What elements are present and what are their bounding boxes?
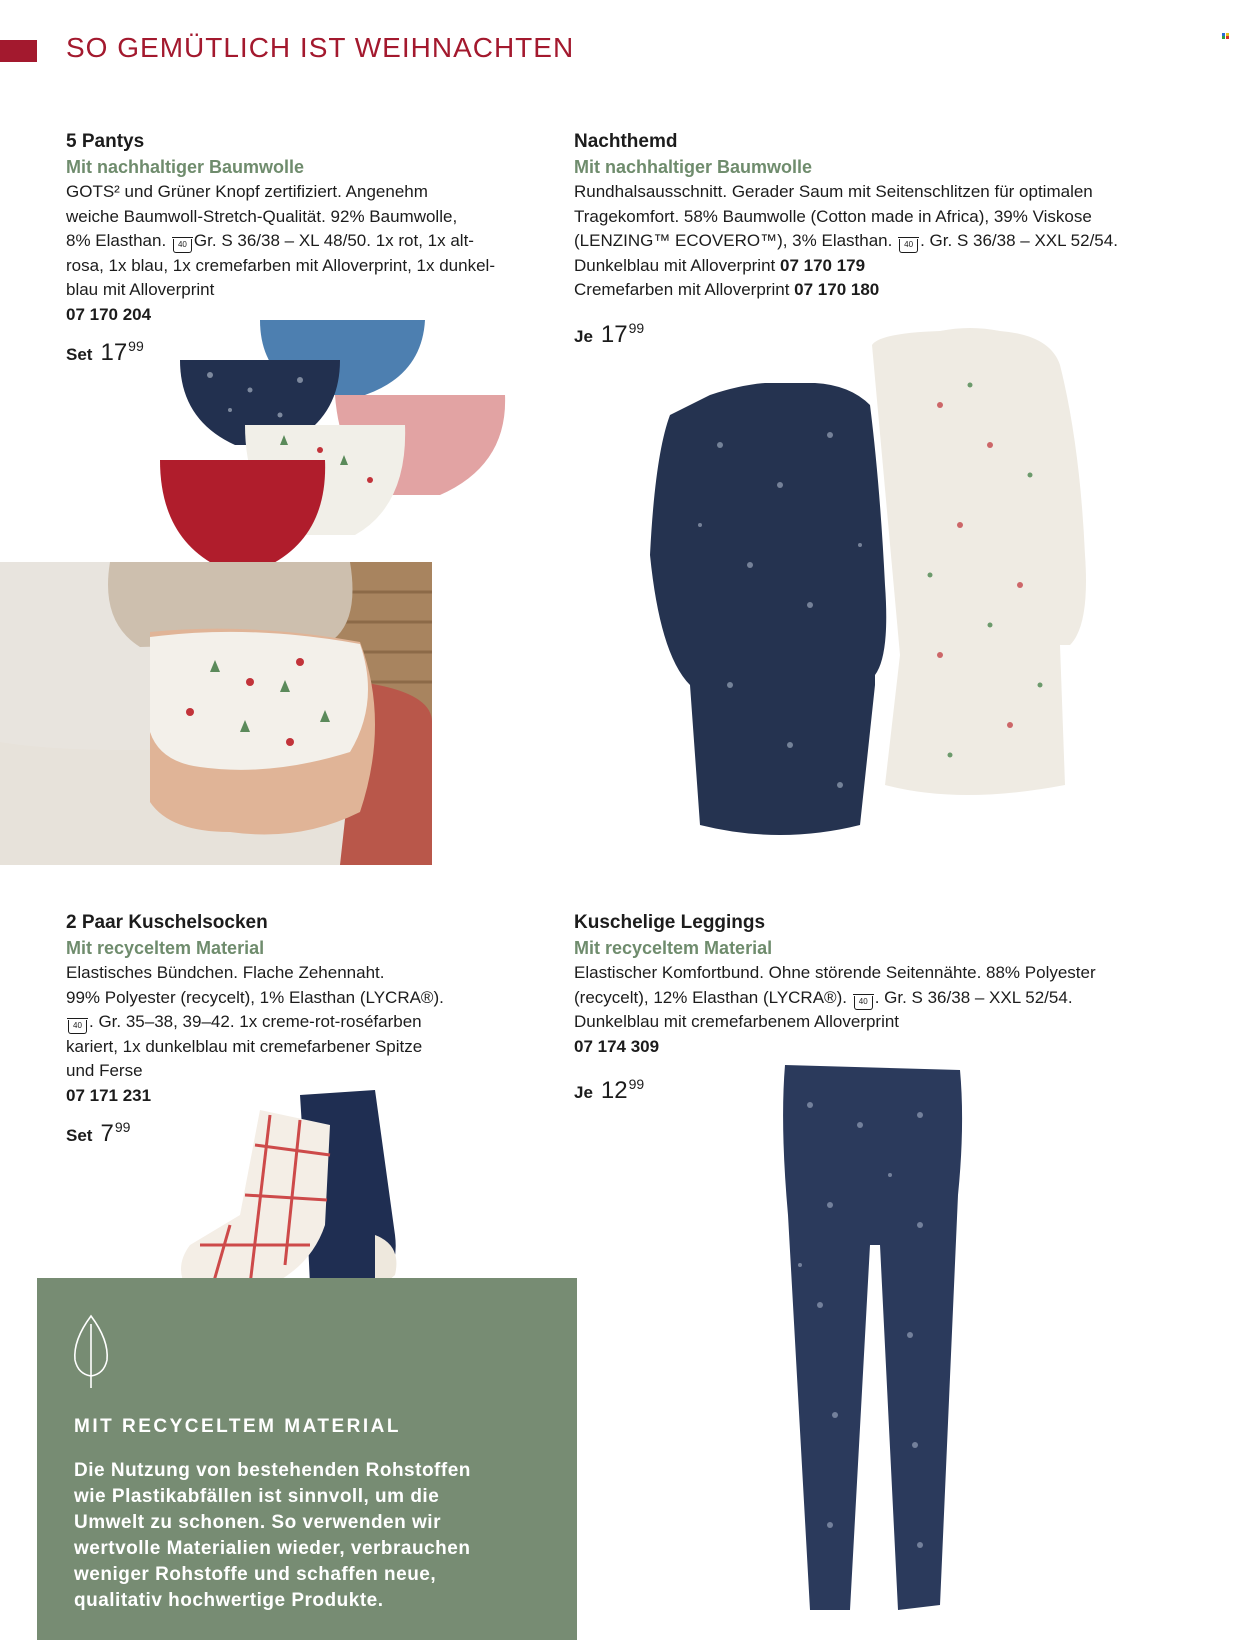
price: Set 1799 <box>66 338 144 366</box>
product-title: Kuschelige Leggings <box>574 912 766 933</box>
product-subtitle: Mit recyceltem Material <box>574 938 773 958</box>
product-title: 2 Paar Kuschelsocken <box>66 912 268 933</box>
article-number: 07 174 309 <box>574 1036 660 1056</box>
header-accent-bar <box>0 40 37 62</box>
leaf-icon <box>71 1314 111 1390</box>
leggings-photo <box>770 1065 970 1625</box>
page-title: SO GEMÜTLICH IST WEIHNACHTEN <box>66 32 575 63</box>
eco-heading: MIT RECYCELTEM MATERIAL <box>74 1416 401 1437</box>
pantys-stack-photo <box>160 315 520 575</box>
socken-photo <box>170 1085 420 1310</box>
corner-color-mark <box>1222 33 1230 39</box>
product-description: Rundhalsausschnitt. Gerader Saum mit Seitenschlitzen für optimalen Tragekomfort. 58% Baumwolle (Cotton made in Africa), 39% Viskose (LENZING™ ECOVERO™), 3% Elasthan. 40 . Gr. S 36/38 – XXL 52/54. Dunkelblau mit Alloverprint 07 170 179 Cremefarben mit Alloverprint 07 170 180 <box>574 182 1118 299</box>
washing-40-icon: 40 <box>173 239 192 253</box>
article-number: 07 170 204 <box>66 304 152 324</box>
price: Je 1799 <box>574 319 645 348</box>
nachthemd-photo <box>640 325 1110 855</box>
product-description: GOTS² und Grüner Knopf zertifiziert. Angenehm weiche Baumwoll-Stretch-Qualität. 92% Baumwolle, 8% Elasthan. 40 Gr. S 36/38 – XL 48/50. 1x rot, 1x alt- rosa, 1x blau, 1x cremefarben mit Alloverprint, 1x dunkel- blau mit Alloverprint <box>66 182 495 299</box>
eco-info-box <box>37 1278 577 1640</box>
washing-40-icon: 40 <box>899 239 918 253</box>
price: Set 799 <box>66 1119 131 1147</box>
washing-40-icon: 40 <box>854 996 873 1010</box>
product-nachthemd <box>574 129 1194 355</box>
product-title: Nachthemd <box>574 131 678 152</box>
product-title: 5 Pantys <box>66 131 145 152</box>
model-photo <box>0 562 432 865</box>
washing-40-icon: 40 <box>68 1020 87 1034</box>
price: Je 1299 <box>574 1076 645 1104</box>
product-description: Elastisches Bündchen. Flache Zehennaht. 99% Polyester (recycelt), 1% Elasthan (LYCRA®). 40 . Gr. 35–38, 39–42. 1x creme-rot-roséfarben kariert, 1x dunkelblau mit cremefarbener Spitze und Ferse <box>66 963 444 1080</box>
product-subtitle: Mit recyceltem Material <box>66 938 265 958</box>
product-subtitle: Mit nachhaltiger Baumwolle <box>66 157 305 177</box>
product-description: Elastischer Komfortbund. Ohne störende Seitennähte. 88% Polyester (recycelt), 12% Elasthan (LYCRA®). 40 . Gr. S 36/38 – XXL 52/54. Dunkelblau mit cremefarbenem Alloverprint <box>574 963 1096 1031</box>
product-subtitle: Mit nachhaltiger Baumwolle <box>574 157 813 177</box>
article-number: 07 171 231 <box>66 1085 152 1105</box>
eco-text: Die Nutzung von bestehenden Rohstoffen wie Plastikabfällen ist sinnvoll, um die Umwelt zu schonen. So verwenden wir wertvolle Materialien wieder, verbrauchen weniger Rohstoffe und schaffen neue, qualitativ hochwertige Produkte. <box>74 1460 471 1611</box>
